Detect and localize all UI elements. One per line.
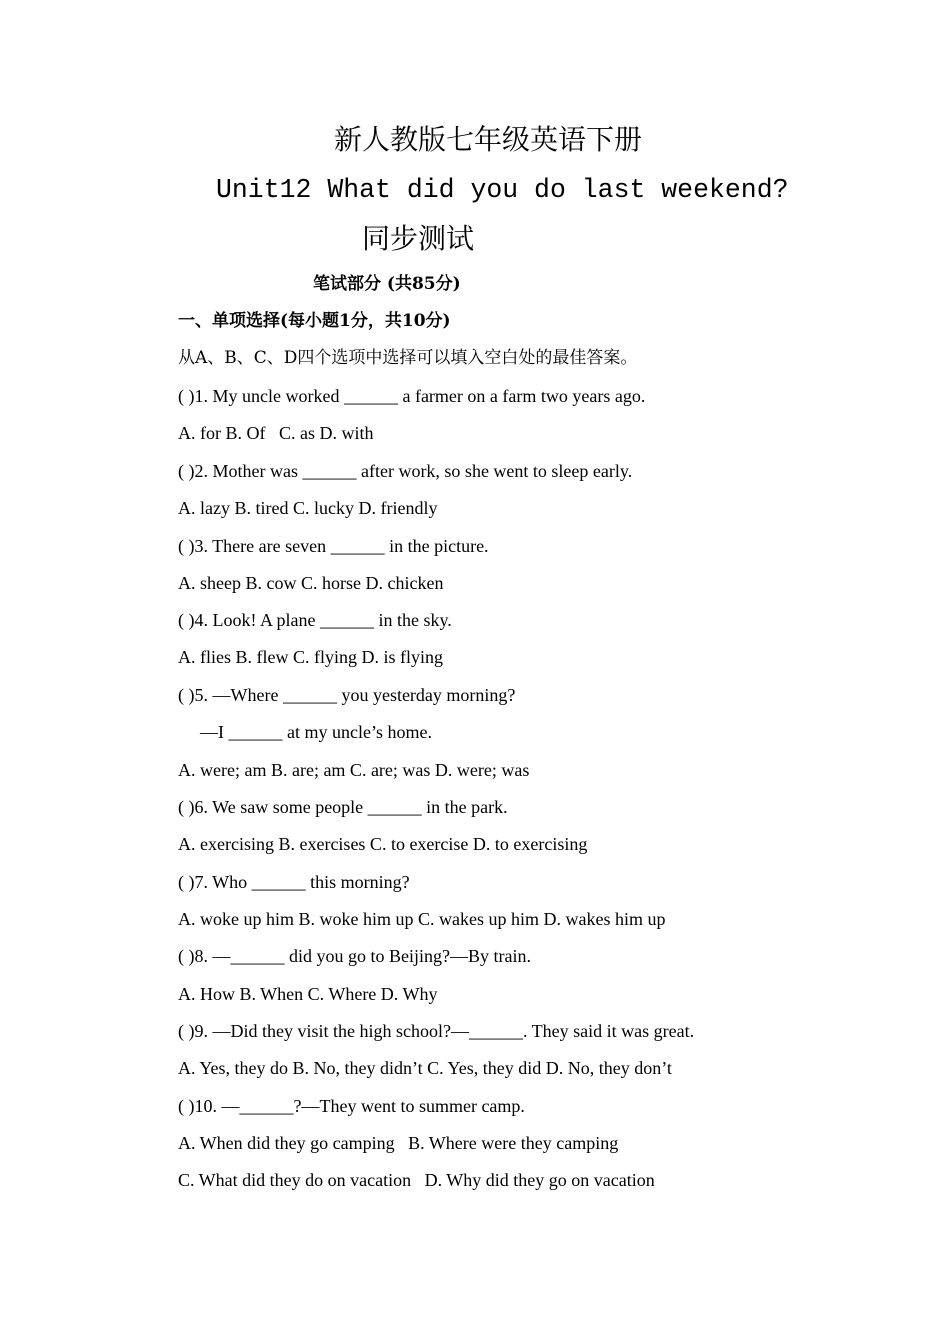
question-stem: ( )10. —______?—They went to summer camp. (178, 1096, 525, 1116)
question-stem: ( )2. Mother was ______ after work, so she went to sleep early. (178, 461, 633, 481)
written-part-heading: 笔试部分 (共85分) (313, 274, 461, 294)
document-title: 新人教版七年级英语下册 (333, 123, 642, 156)
question-stem: ( )6. We saw some people ______ in the park. (178, 797, 508, 817)
document-unit-title: Unit12 What did you do last weekend? (216, 175, 789, 205)
question-options: A. Yes, they do B. No, they didn’t C. Yes, they did D. No, they don’t (178, 1058, 672, 1078)
question-options: A. were; am B. are; am C. are; was D. were; was (178, 760, 530, 780)
question-options: A. lazy B. tired C. lucky D. friendly (178, 498, 438, 518)
question-stem: ( )1. My uncle worked ______ a farmer on a farm two years ago. (178, 386, 646, 406)
section-instruction: 从A、B、C、D四个选项中选择可以填入空白处的最佳答案。 (178, 348, 638, 368)
question-stem: ( )3. There are seven ______ in the picture. (178, 536, 489, 556)
question-options: A. for B. Of C. as D. with (178, 423, 374, 443)
question-options: A. sheep B. cow C. horse D. chicken (178, 573, 444, 593)
document-subtitle: 同步测试 (361, 222, 474, 255)
question-stem-reply: —I ______ at my uncle’s home. (200, 722, 432, 742)
question-stem: ( )5. —Where ______ you yesterday morning? (178, 685, 516, 705)
question-options: A. When did they go camping B. Where were they camping (178, 1133, 619, 1153)
question-options: A. exercising B. exercises C. to exercise D. to exercising (178, 834, 588, 854)
question-options: A. How B. When C. Where D. Why (178, 984, 438, 1004)
question-options: C. What did they do on vacation D. Why did they go on vacation (178, 1170, 655, 1190)
question-stem: ( )8. —______ did you go to Beijing?—By train. (178, 946, 531, 966)
question-options: A. woke up him B. woke him up C. wakes up him D. wakes him up (178, 909, 666, 929)
question-options: A. flies B. flew C. flying D. is flying (178, 647, 443, 667)
section-heading: 一、单项选择(每小题1分，共10分) (178, 311, 451, 331)
question-stem: ( )4. Look! A plane ______ in the sky. (178, 610, 452, 630)
question-stem: ( )7. Who ______ this morning? (178, 872, 410, 892)
question-stem: ( )9. —Did they visit the high school?—______. They said it was great. (178, 1021, 695, 1041)
